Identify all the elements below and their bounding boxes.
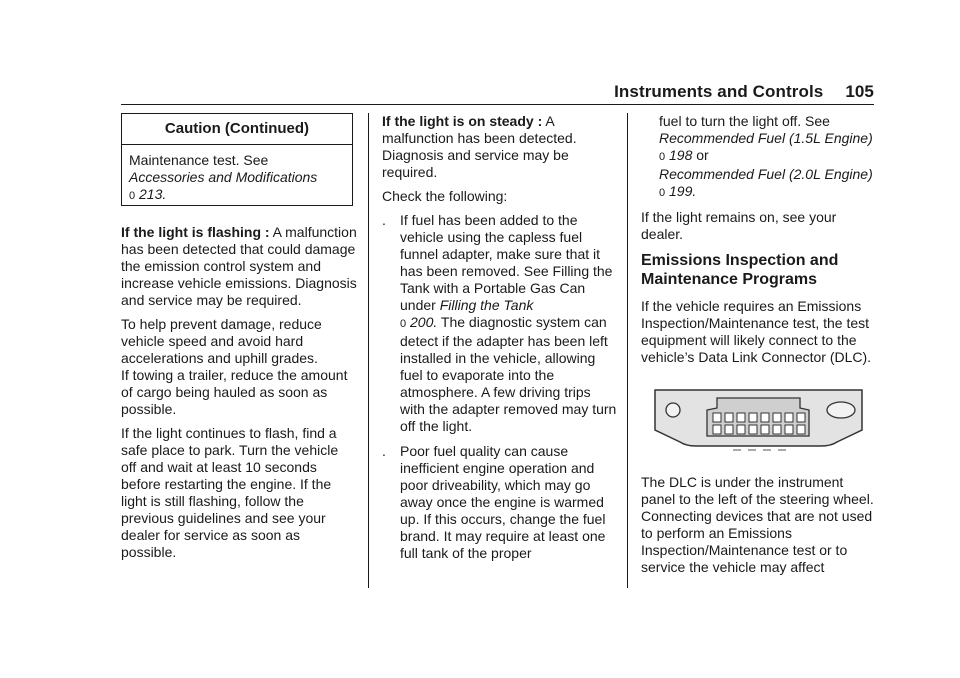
ref-arrow-icon: 0 (659, 151, 666, 163)
caution-ref-page[interactable]: 213. (139, 186, 167, 202)
section-heading: Emissions Inspection and Maintenance Programs (641, 252, 839, 288)
column-1 (121, 224, 357, 568)
inspection-paragraph: If the vehicle requires an Emissions Inspection/Maintenance test, the test equipment will likely connect to the vehicle’s Data Link Connector (DLC). (641, 298, 872, 365)
steady-text: A malfunction has been detected. Diagnosis and service may be required. (382, 113, 577, 180)
flashing-paragraph (121, 224, 357, 309)
header-rule (121, 104, 874, 105)
check-following: Check the following: (382, 188, 508, 204)
ref-arrow-icon: 0 (129, 190, 136, 202)
caution-text: Maintenance test. See (129, 152, 269, 168)
caution-title: Caution (Continued) (122, 114, 352, 145)
remains-on-paragraph: If the light remains on, see your dealer. (641, 209, 837, 242)
list-item (382, 443, 618, 562)
recommended-fuel-20-link[interactable]: Recommended Fuel (2.0L Engine) (659, 166, 873, 182)
bullet-icon: . (382, 212, 386, 228)
column-divider-2 (627, 113, 628, 588)
steady-lead: If the light is on steady : (382, 113, 543, 129)
caution-body (122, 145, 352, 205)
list-item (382, 212, 618, 435)
check-list (382, 212, 618, 562)
flashing-lead: If the light is flashing : (121, 224, 270, 240)
prevent-damage-line2: If towing a trailer, reduce the amount of cargo being hauled as soon as possible. (121, 367, 348, 417)
bullet1-ref-page[interactable]: 200. (410, 314, 438, 330)
dlc-connector-icon (651, 384, 866, 462)
ref2-page[interactable]: 199. (669, 183, 697, 199)
column-divider-1 (368, 113, 369, 588)
bullet2-text: Poor fuel quality can cause inefficient engine operation and poor driveability, which may go away once the engine is warmed up. If this occurs, change the fuel brand. It may require at least one full tank of the proper (400, 443, 606, 561)
ref-arrow-icon: 0 (400, 318, 407, 330)
recommended-fuel-15-link[interactable]: Recommended Fuel (1.5L Engine) (659, 130, 873, 146)
bullet1-link[interactable]: Filling the Tank (439, 297, 534, 313)
bullet1-tail: The diagnostic system can detect if the adapter has been left installed in the vehicle, allowing fuel to evaporate into the atmosphere. A few driving trips with the adapter removed may turn off the light. (400, 314, 617, 434)
bullet1-text: If fuel has been added to the vehicle using the capless fuel funnel adapter, make sure that it has been removed. See Filling the Tank with a Portable Gas Can under (400, 212, 613, 313)
page-number: 105 (845, 82, 874, 101)
prevent-damage-paragraph (121, 316, 357, 418)
or-text: or (692, 147, 709, 163)
continues-flash-paragraph: If the light continues to flash, find a safe place to park. Turn the vehicle off and wait at least 10 seconds before restarting the engine. If the light is still flashing, follow the previous guidelines and see your dealer for service as soon as possible. (121, 425, 339, 560)
caution-link[interactable]: Accessories and Modifications (129, 169, 318, 185)
steady-paragraph (382, 113, 618, 181)
column-3 (641, 113, 877, 583)
bullet-icon: . (382, 443, 386, 459)
cont-text: fuel to turn the light off. See (659, 113, 830, 129)
page-header (614, 82, 874, 102)
dlc-location-paragraph: The DLC is under the instrument panel to the left of the steering wheel. Connecting devices that are not used to perform an Emissions Inspection/Maintenance test or to service the vehicle may affect (641, 474, 874, 575)
prevent-damage-line1: To help prevent damage, reduce vehicle speed and avoid hard accelerations and uphill grades. (121, 316, 322, 366)
ref-arrow-icon: 0 (659, 187, 666, 199)
ref1-page[interactable]: 198 (669, 147, 693, 163)
section-title: Instruments and Controls (614, 82, 824, 101)
column-2 (382, 113, 618, 570)
flashing-text: A malfunction has been detected that could damage the emission control system and increase vehicle emissions. Diagnosis and service may be required. (121, 224, 357, 308)
caution-box (121, 113, 353, 206)
fuel-continuation (641, 113, 877, 202)
